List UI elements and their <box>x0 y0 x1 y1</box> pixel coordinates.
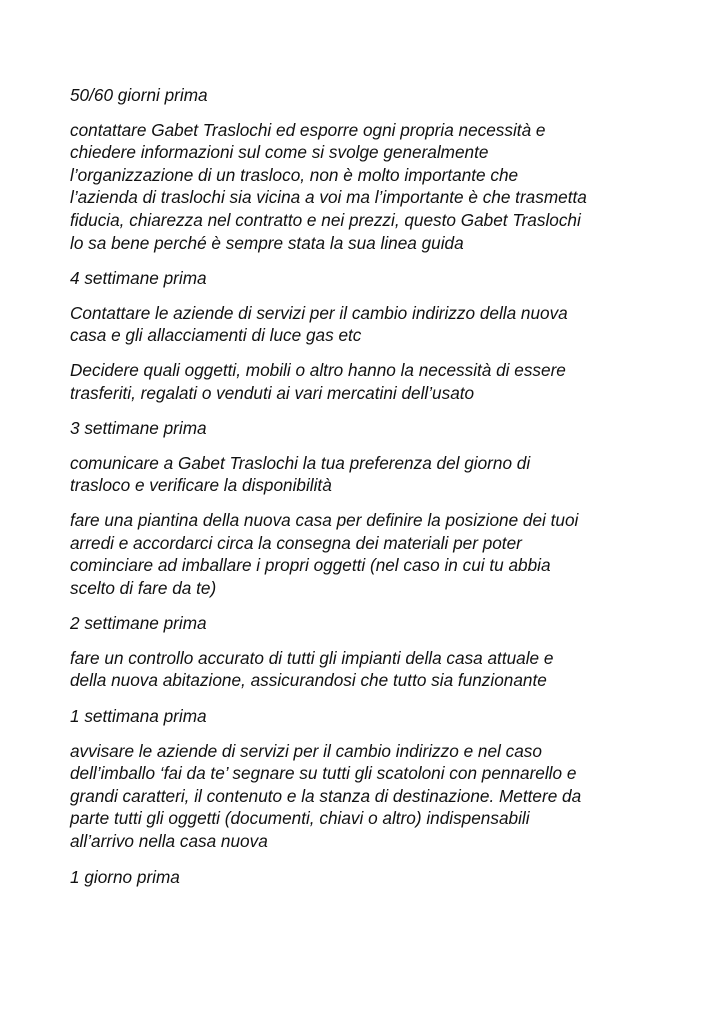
paragraph <box>70 647 660 692</box>
section-50-60-days <box>70 84 660 254</box>
paragraph-line: Decidere quali oggetti, mobili o altro hanno la necessità di essere <box>70 359 566 380</box>
section-heading: 3 settimane prima <box>70 418 207 439</box>
paragraph-line: contattare Gabet Traslochi ed esporre ogni propria necessità e <box>70 119 546 140</box>
paragraph-line: all’arrivo nella casa nuova <box>70 831 268 852</box>
paragraph-line: arredi e accordarci circa la consegna dei materiali per poter <box>70 532 522 553</box>
paragraph-line: grandi caratteri, il contenuto e la stanza di destinazione. Mettere da <box>70 785 582 806</box>
section-heading: 50/60 giorni prima <box>70 85 208 105</box>
paragraph-line: trasferiti, regalati o venduti ai vari mercatini dell’usato <box>70 382 475 403</box>
section-3-weeks <box>70 417 660 599</box>
section-heading: 4 settimane prima <box>70 268 207 289</box>
paragraph-line: l’azienda di traslochi sia vicina a voi ma l’importante è che trasmetta <box>70 187 587 208</box>
paragraph-line: comunicare a Gabet Traslochi la tua preferenza del giorno di <box>70 452 531 473</box>
paragraph-line: chiedere informazioni sul come si svolge generalmente <box>70 142 489 163</box>
paragraph-line: trasloco e verificare la disponibilità <box>70 475 332 496</box>
paragraph-line: Contattare le aziende di servizi per il cambio indirizzo della nuova <box>70 302 568 323</box>
paragraph-line: l’organizzazione di un trasloco, non è molto importante che <box>70 164 519 185</box>
paragraph-line: parte tutti gli oggetti (documenti, chiavi o altro) indispensabili <box>70 808 530 829</box>
paragraph <box>70 119 660 255</box>
paragraph-line: cominciare ad imballare i propri oggetti (nel caso in cui tu abbia <box>70 555 551 576</box>
section-heading: 1 giorno prima <box>70 866 180 887</box>
document-body <box>70 84 660 888</box>
paragraph <box>70 740 660 853</box>
paragraph-line: scelto di fare da te) <box>70 577 217 598</box>
paragraph-line: fare una piantina della nuova casa per definire la posizione dei tuoi <box>70 509 579 530</box>
paragraph-line: fare un controllo accurato di tutti gli impianti della casa attuale e <box>70 647 554 668</box>
section-heading: 1 settimana prima <box>70 706 207 727</box>
paragraph <box>70 302 660 347</box>
paragraph-line: lo sa bene perché è sempre stata la sua linea guida <box>70 232 464 253</box>
section-1-day <box>70 866 660 889</box>
paragraph-line: avvisare le aziende di servizi per il cambio indirizzo e nel caso <box>70 740 542 761</box>
section-heading: 2 settimane prima <box>70 613 207 634</box>
paragraph <box>70 509 660 599</box>
paragraph-line: dell’imballo ‘fai da te’ segnare su tutti gli scatoloni con pennarello e <box>70 763 577 784</box>
section-4-weeks <box>70 267 660 404</box>
paragraph-line: della nuova abitazione, assicurandosi che tutto sia funzionante <box>70 670 547 691</box>
paragraph <box>70 359 660 404</box>
section-1-week <box>70 705 660 853</box>
section-2-weeks <box>70 612 660 692</box>
paragraph-line: fiducia, chiarezza nel contratto e nei prezzi, questo Gabet Traslochi <box>70 209 581 230</box>
paragraph <box>70 452 660 497</box>
paragraph-line: casa e gli allacciamenti di luce gas etc <box>70 325 362 346</box>
